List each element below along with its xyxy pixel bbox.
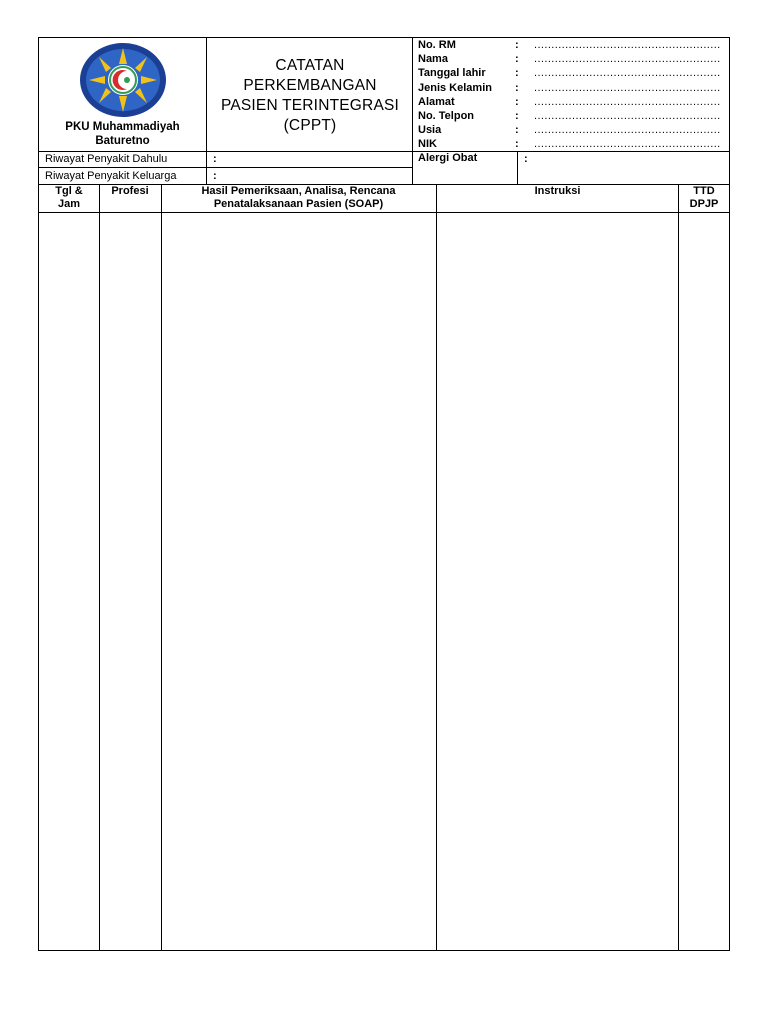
past-history-colon: : [213,153,217,165]
patient-info-colon: : [515,138,519,151]
patient-info-colon: : [515,39,519,51]
col-datetime-line2: Jam [57,198,81,210]
cell-instruction[interactable] [437,213,678,950]
hospital-logo-block [39,38,206,151]
hospital-name-line1: PKU Muhammadiyah [65,121,180,133]
allergy-colon: : [524,153,528,165]
patient-info-colon: : [515,81,519,94]
family-history-label: Riwayat Penyakit Keluarga [45,170,177,182]
patient-info-value-field[interactable]: ...................................................... [534,110,721,122]
family-history-colon: : [213,170,217,182]
patient-info-label: No. Telpon [418,110,475,122]
patient-info-label: Alamat [418,95,455,108]
patient-info-colon: : [515,124,519,137]
patient-info-value-field[interactable]: ...................................................... [534,95,721,108]
col-sign-line1: TTD [693,185,715,197]
cppt-form [38,37,730,951]
cell-datetime[interactable] [39,213,99,950]
col-sign-header [678,185,730,211]
patient-info-label: Tanggal lahir [418,67,486,80]
patient-info-value-field[interactable]: ...................................................... [534,67,721,80]
allergy-label: Alergi Obat [418,152,478,164]
patient-info-label: NIK [418,138,437,151]
patient-info-value-field[interactable]: ...................................................... [534,81,721,94]
hospital-logo-icon [79,42,167,118]
title-line1: CATATAN [275,57,345,74]
patient-info-colon: : [515,53,519,66]
title-line3: PASIEN TERINTEGRASI [220,97,400,114]
col-sign-line2: DPJP [689,198,719,210]
col-instruction-header: Instruksi [534,185,581,197]
patient-info-value-field[interactable]: ...................................................... [534,138,721,151]
title-line2: PERKEMBANGAN [243,77,377,94]
past-history-label: Riwayat Penyakit Dahulu [45,153,168,165]
patient-info-colon: : [515,95,519,108]
patient-info-label: No. RM [418,39,456,51]
patient-info-value-field[interactable]: ...................................................... [534,124,721,137]
hospital-name-line2: Baturetno [95,135,150,147]
patient-info-label: Usia [418,124,442,137]
form-title [207,56,413,136]
col-soap-header [161,185,436,211]
patient-info-colon: : [515,67,519,80]
title-line4: (CPPT) [283,117,337,134]
cell-profession[interactable] [100,213,161,950]
col-datetime-header [39,185,99,211]
col-profession-header: Profesi [111,185,149,197]
hospital-name [39,120,206,148]
patient-info-colon: : [515,110,519,122]
col-soap-line2: Penatalaksanaan Pasien (SOAP) [213,198,384,210]
cell-soap[interactable] [162,213,436,950]
patient-info-value-field[interactable]: ...................................................... [534,39,721,51]
cell-sign[interactable] [679,213,729,950]
patient-info-value-field[interactable]: ...................................................... [534,53,721,66]
col-datetime-line1: Tgl & [55,185,83,197]
patient-info-label: Nama [418,53,448,66]
patient-info-label: Jenis Kelamin [418,81,492,94]
col-soap-line1: Hasil Pemeriksaan, Analisa, Rencana [201,185,396,197]
